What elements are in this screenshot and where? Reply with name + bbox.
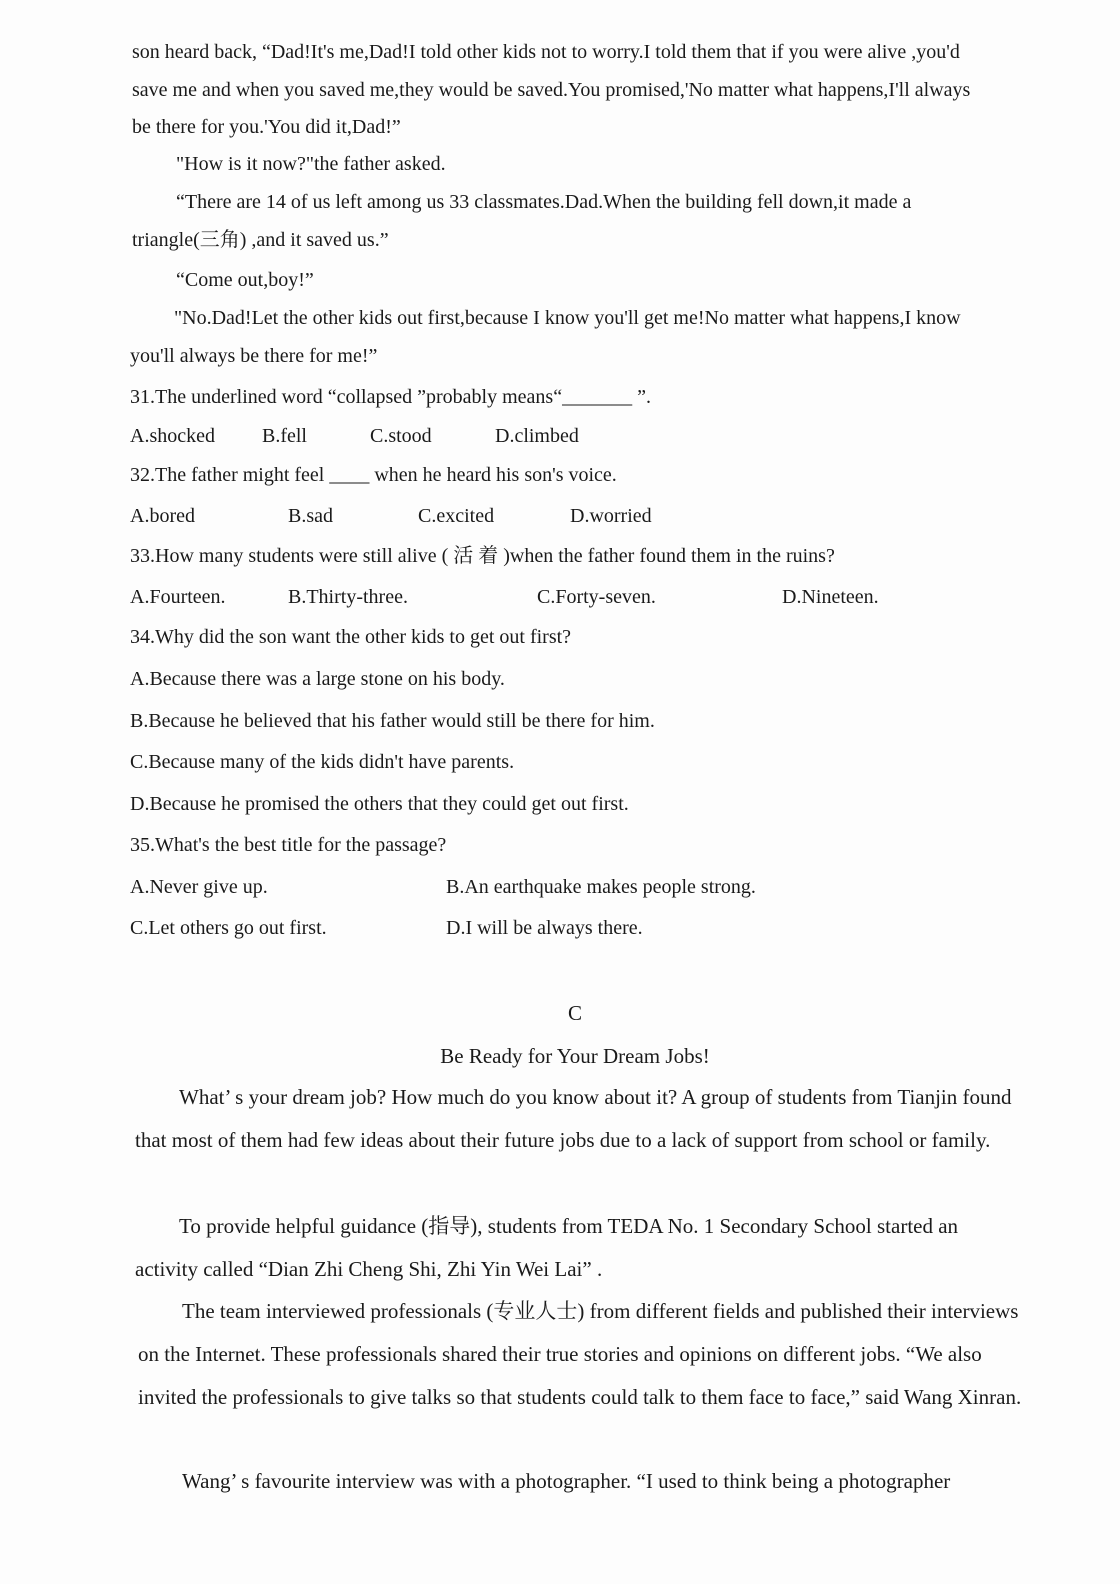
question-34-option-b[interactable]: B.Because he believed that his father would still be there for him. — [130, 710, 655, 732]
question-31-option-d[interactable]: D.climbed — [495, 425, 579, 447]
question-35-stem: 35.What's the best title for the passage? — [130, 834, 447, 856]
question-34-option-c[interactable]: C.Because many of the kids didn't have parents. — [130, 751, 515, 773]
story-paragraph-5: "No.Dad!Let the other kids out first,because I know you'll get me!No matter what happens,I know you'll always be there for me!” — [130, 307, 961, 367]
question-34-option-d[interactable]: D.Because he promised the others that they could get out first. — [130, 793, 629, 815]
passage-c-paragraph-1: What’ s your dream job? How much do you know about it? A group of students from Tianjin found that most of them had few ideas about their future jobs due to a lack of support from school or family. — [135, 1085, 1012, 1152]
question-31-option-a[interactable]: A.shocked — [130, 425, 215, 447]
question-35-option-a[interactable]: A.Never give up. — [130, 876, 268, 898]
question-32-option-d[interactable]: D.worried — [570, 505, 652, 527]
question-32-option-c[interactable]: C.excited — [418, 505, 495, 527]
question-32-option-a[interactable]: A.bored — [130, 505, 195, 527]
story-paragraph-4: “Come out,boy!” — [176, 269, 314, 291]
question-33-option-d[interactable]: D.Nineteen. — [782, 586, 879, 608]
question-33-stem: 33.How many students were still alive ( 活 着 )when the father found them in the ruins? — [130, 545, 835, 567]
question-34-stem: 34.Why did the son want the other kids to get out first? — [130, 626, 572, 648]
passage-c-paragraph-3: The team interviewed professionals (专业人士) from different fields and published their interviews on the Internet. These professionals shared their true stories and opinions on different jobs. “We also invited the professionals to give talks so that students could talk to them face to face,” said Wang Xinran. — [138, 1299, 1022, 1409]
story-paragraph-3: “There are 14 of us left among us 33 classmates.Dad.When the building fell down,it made a triangle(三角) ,and it saved us.” — [132, 191, 912, 251]
passage-title: Be Ready for Your Dream Jobs! — [440, 1044, 710, 1068]
section-letter: C — [567, 1001, 582, 1025]
story-paragraph-2: "How is it now?"the father asked. — [176, 153, 446, 175]
question-33-option-c[interactable]: C.Forty-seven. — [537, 586, 656, 608]
question-31-option-b[interactable]: B.fell — [262, 425, 307, 447]
question-35-option-d[interactable]: D.I will be always there. — [446, 917, 643, 939]
question-31-option-c[interactable]: C.stood — [370, 425, 432, 447]
story-paragraph-1: son heard back, “Dad!It's me,Dad!I told other kids not to worry.I told them that if you were alive ,you'd save me and when you saved me,they would be saved.You promised,'No matter what happens,I'll always be there for you.'You did it,Dad!” — [132, 41, 971, 138]
passage-c-paragraph-4: Wang’ s favourite interview was with a photographer. “I used to think being a photographer — [182, 1469, 951, 1493]
question-33-option-a[interactable]: A.Fourteen. — [130, 586, 226, 608]
passage-c-paragraph-2: To provide helpful guidance (指导), students from TEDA No. 1 Secondary School started an activity called “Dian Zhi Cheng Shi, Zhi Yin Wei Lai” . — [135, 1214, 959, 1281]
question-34-option-a[interactable]: A.Because there was a large stone on his body. — [130, 668, 505, 690]
question-33-option-b[interactable]: B.Thirty-three. — [288, 586, 408, 608]
question-35-option-b[interactable]: B.An earthquake makes people strong. — [446, 876, 756, 898]
question-31-stem: 31.The underlined word “collapsed ”probably means“_______ ”. — [130, 386, 651, 408]
question-32-option-b[interactable]: B.sad — [288, 505, 333, 527]
question-35-option-c[interactable]: C.Let others go out first. — [130, 917, 327, 939]
question-32-stem: 32.The father might feel ____ when he heard his son's voice. — [130, 464, 617, 486]
